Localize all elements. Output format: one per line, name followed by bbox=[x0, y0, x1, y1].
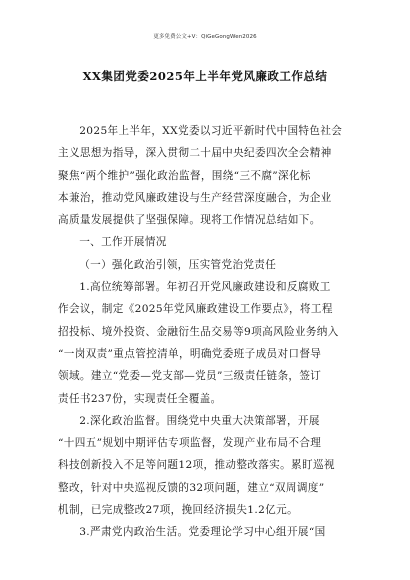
body-line-9: 作会议，制定《2025年党风廉政建设工作要点》，将工程 bbox=[58, 303, 333, 316]
body-line-12: 领域。建立“党委—党支部—党员”三级责任链条，签订 bbox=[58, 370, 322, 383]
document-body bbox=[58, 120, 356, 544]
document-title: XX集团党委2025年上半年党风廉政工作总结 bbox=[82, 69, 328, 83]
body-line-5: 高质量发展提供了坚强保障。现将工作情况总结如下。 bbox=[58, 214, 321, 227]
body-line-4: 本兼治，推动党风廉政建设与生产经营深度融合，为企业 bbox=[58, 191, 332, 204]
body-line-2: 主义思想为指导，深入贯彻二十届中央纪委四次全会精神 bbox=[58, 147, 332, 160]
body-line-13: 责任书237份，实现责任全覆盖。 bbox=[58, 392, 222, 405]
header-watermark: 更多免费公文+V：QiGeGongWen2026 bbox=[153, 34, 257, 40]
body-line-19: 3.严肃党内政治生活。党委理论学习中心组开展“国 bbox=[79, 526, 326, 539]
body-line-10: 招投标、境外投资、金融衍生品交易等9项高风险业务纳入 bbox=[58, 325, 339, 338]
body-line-15: “十四五”规划中期评估专项监督，发现产业布局不合理 bbox=[58, 437, 322, 450]
body-line-16: 科技创新投入不足等问题12项，推动整改落实。累盯巡视 bbox=[58, 459, 335, 472]
body-line-8: 1.高位统筹部署。年初召开党风廉政建设和反腐败工 bbox=[79, 281, 331, 294]
section-heading-1: 一、工作开展情况 bbox=[79, 236, 167, 249]
body-line-14: 2.深化政治监督。围绕党中央重大决策部署，开展 bbox=[79, 414, 320, 427]
body-line-3: 聚焦“两个维护”强化政治监督，围绕“三不腐”深化标 bbox=[58, 169, 311, 182]
body-line-11: “一岗双责”重点管控清单，明确党委班子成员对口督导 bbox=[58, 347, 322, 360]
body-line-17: 整改，针对中央巡视反馈的32项问题，建立“双周调度” bbox=[58, 481, 325, 494]
body-line-18: 机制，已完成整改27项，挽回经济损失1.2亿元。 bbox=[58, 504, 299, 517]
body-line-1: 2025年上半年，XX党委以习近平新时代中国特色社会 bbox=[79, 125, 343, 137]
subsection-heading-1: （一）强化政治引领，压实管党治党责任 bbox=[79, 258, 277, 271]
